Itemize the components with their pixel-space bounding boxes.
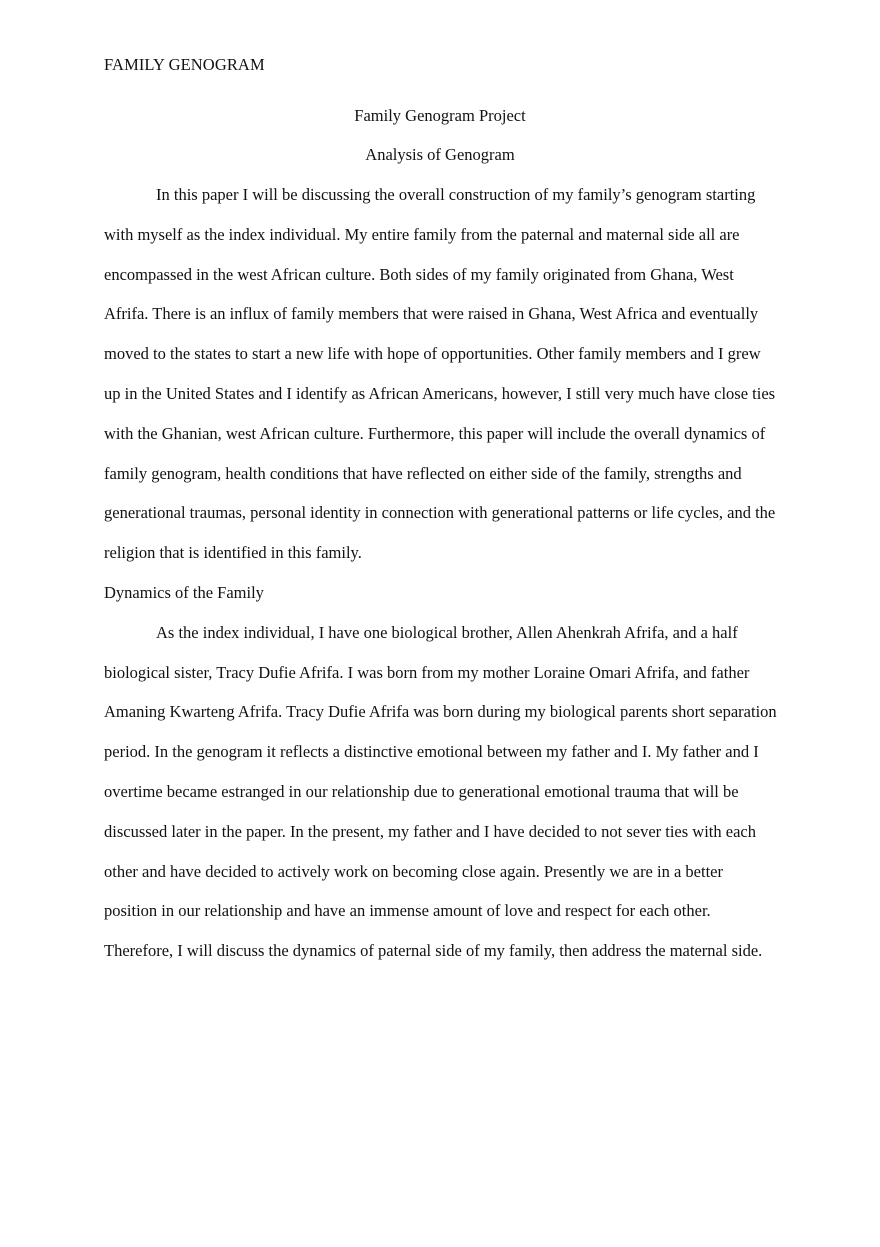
document-body xyxy=(104,175,780,971)
running-head: FAMILY GENOGRAM xyxy=(104,55,265,74)
document-title: Family Genogram Project xyxy=(354,106,526,125)
intro-paragraph: In this paper I will be discussing the overall construction of my family’s genogram starting with myself as the index individual. My entire family from the paternal and maternal side all are encompassed in the west African culture. Both sides of my family originated from Ghana, West Afrifa. There is an influx of family members that were raised in Ghana, West Africa and eventually moved to the states to start a new life with hope of opportunities. Other family members and I grew up in the United States and I identify as African Americans, however, I still very much have close ties with the Ghanian, west African culture. Furthermore, this paper will include the overall dynamics of family genogram, health conditions that have reflected on either side of the family, strengths and generational traumas, personal identity in connection with generational patterns or life cycles, and the religion that is identified in this family. xyxy=(104,185,776,563)
dynamics-paragraph: As the index individual, I have one biological brother, Allen Ahenkrah Afrifa, and a half biological sister, Tracy Dufie Afrifa. I was born from my mother Loraine Omari Afrifa, and father Amaning Kwarteng Afrifa. Tracy Dufie Afrifa was born during my biological parents short separation period. In the genogram it reflects a distinctive emotional between my father and I. My father and I overtime became estranged in our relationship due to generational emotional trauma that will be discussed later in the paper. In the present, my father and I have decided to not sever ties with each other and have decided to actively work on becoming close again. Presently we are in a better position in our relationship and have an immense amount of love and respect for each other. Therefore, I will discuss the dynamics of paternal side of my family, then address the maternal side. xyxy=(104,622,777,961)
document-subtitle: Analysis of Genogram xyxy=(365,145,515,164)
section-heading: Dynamics of the Family xyxy=(104,582,264,602)
